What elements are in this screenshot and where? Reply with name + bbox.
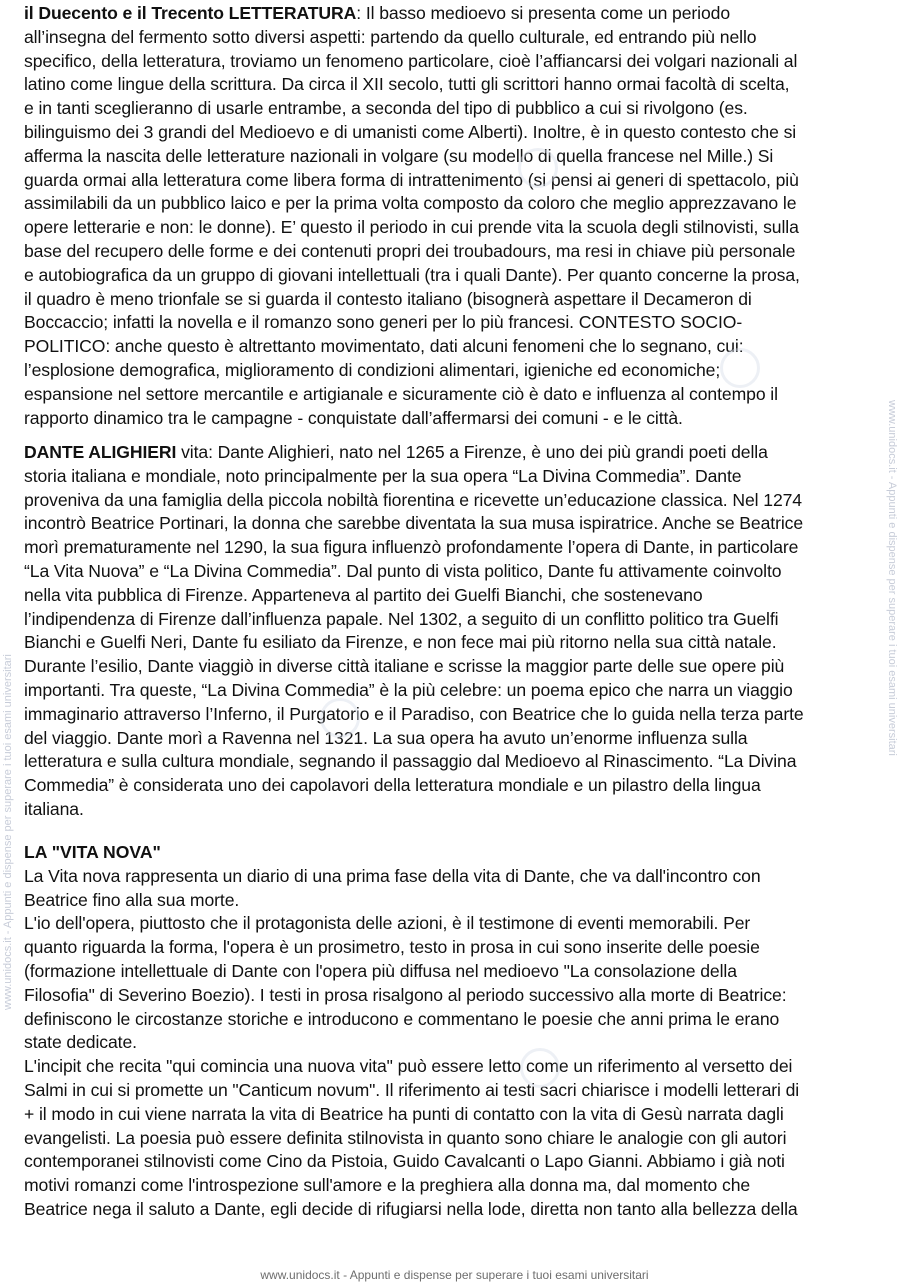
line-text: Beatrice fino alla sua morte. (24, 889, 240, 910)
text-line (24, 512, 804, 536)
line-text: Filosofia" di Severino Boezio). I testi in prosa risalgono al periodo successivo alla morte di Beatrice: (24, 984, 787, 1005)
watermark-logo (320, 698, 360, 738)
text-line (24, 750, 804, 774)
line-text: La Vita nova rappresenta un diario di una prima fase della vita di Dante, che va dall'incontro con (24, 865, 761, 886)
line-text: vita: Dante Alighieri, nato nel 1265 a Firenze, è uno dei più grandi poeti della (176, 442, 768, 462)
line-text: immaginario attraverso l’Inferno, il Purgatorio e il Paradiso, con Beatrice che lo guida nella terza parte (24, 703, 804, 724)
line-text: proveniva da una famiglia della piccola nobiltà fiorentina e ricevette un’educazione classica. Nel 1274 (24, 489, 802, 510)
text-line (24, 2, 800, 26)
line-text: incontrò Beatrice Portinari, la donna che sarebbe diventata la sua musa ispiratrice. Anche se Beatrice (24, 513, 804, 534)
line-text: importanti. Tra queste, “La Divina Commedia” è la più celebre: un poema epico che narra un viaggio (24, 679, 793, 700)
text-line (24, 703, 804, 727)
line-text: e autobiografica da un gruppo di giovani intellettuali (tra i quali Dante). Per quanto concerne la prosa, (24, 264, 800, 285)
line-text: espansione nel settore mercantile e artigianale e sicuramente ciò è dato e influenza al contempo il (24, 383, 778, 404)
line-text: L'io dell'opera, piuttosto che il protagonista delle azioni, è il testimone di eventi memorabili. Per (24, 913, 751, 934)
line-text: del viaggio. Dante morì a Ravenna nel 1321. La sua opera ha avuto un’enorme influenza sulla (24, 727, 748, 748)
line-text: contemporanei stilnovisti come Cino da Pistoia, Guido Cavalcanti o Lapo Gianni. Abbiamo i già noti (24, 1151, 785, 1172)
line-text: Boccaccio; infatti la novella e il romanzo sono generi per lo più francesi. CONTESTO SOCIO- (24, 312, 743, 333)
line-text: POLITICO: anche questo è altrettanto movimentato, dati alcuni fenomeni che lo segnano, cui: (24, 336, 744, 357)
text-line (24, 584, 804, 608)
text-line (24, 936, 799, 960)
section-letteratura (24, 2, 800, 430)
text-line (24, 774, 804, 798)
section-vita-nova (24, 841, 799, 1222)
line-text: latino come lingue della scrittura. Da circa il XII secolo, tutti gli scrittori hanno ormai facoltà di scelta, (24, 74, 790, 95)
text-line (24, 145, 800, 169)
line-text: rapporto dinamico tra le campagne - conquistate dall’affermarsi dei comuni - e le città. (24, 407, 683, 428)
line-text: Bianchi e Guelfi Neri, Dante fu esiliato da Firenze, e non fece mai più ritorno nella sua città natale. (24, 632, 777, 653)
line-text: all’insegna del fermento sotto diversi aspetti: partendo da quello culturale, ed entrando più nello (24, 26, 757, 47)
text-line (24, 335, 800, 359)
line-text: L'incipit che recita "qui comincia una nuova vita" può essere letto come un riferimento al versetto dei (24, 1056, 793, 1077)
text-line (24, 1055, 799, 1079)
vita-nova-heading: LA "VITA NOVA" (24, 842, 161, 862)
side-watermark-left: www.unidocs.it - Appunti e dispense per superare i tuoi esami universitari (2, 654, 14, 1010)
inline-heading: il Duecento e il Trecento LETTERATURA (24, 3, 357, 23)
text-line (24, 97, 800, 121)
line-text: + il modo in cui viene narrata la vita di Beatrice ha punti di contatto con la vita di Gesù narrata dagli (24, 1103, 784, 1124)
line-text: letteratura e sulla cultura mondiale, segnando il passaggio dal Medioevo al Rinascimento. “La Divina (24, 751, 797, 772)
text-line (24, 240, 800, 264)
text-line (24, 1031, 799, 1055)
line-text: il quadro è meno trionfale se si guarda il contesto italiano (bisognerà aspettare il Decameron di (24, 288, 752, 309)
text-line (24, 121, 800, 145)
line-text: italiana. (24, 798, 84, 819)
text-line (24, 1127, 799, 1151)
text-line (24, 984, 799, 1008)
text-line (24, 489, 804, 513)
text-line (24, 1103, 799, 1127)
text-line (24, 407, 800, 431)
text-line (24, 169, 800, 193)
text-line (24, 727, 804, 751)
text-line (24, 441, 804, 465)
text-line (24, 383, 800, 407)
footer-watermark-link[interactable]: www.unidocs.it - Appunti e dispense per superare i tuoi esami universitari (260, 1268, 649, 1282)
line-text: afferma la nascita delle letterature nazionali in volgare (su modello di quella francese nel Mille.) Si (24, 145, 774, 166)
inline-heading: DANTE ALIGHIERI (24, 442, 177, 462)
text-line (24, 631, 804, 655)
text-line (24, 359, 800, 383)
text-line (24, 1174, 799, 1198)
line-text: assimilabili da un pubblico laico e per la prima volta composto da coloro che meglio apprezzavano le (24, 193, 797, 214)
section-dante (24, 441, 804, 822)
text-line (24, 26, 800, 50)
line-text: : Il basso medioevo si presenta come un periodo (356, 3, 731, 23)
line-text: “La Vita Nuova” e “La Divina Commedia”. Dal punto di vista politico, Dante fu attivamente coinvolto (24, 560, 782, 581)
line-text: opere letterarie e non: le donne). E’ questo il periodo in cui prende vita la scuola degli stilnovisti, sulla (24, 217, 799, 238)
line-text: guarda ormai alla letteratura come libera forma di intrattenimento (si pensi ai generi di spettacolo, più (24, 169, 799, 190)
line-text: Beatrice nega il saluto a Dante, egli decide di rifugiarsi nella lode, diretta non tanto alla bellezza della (24, 1198, 798, 1219)
line-text: Salmi in cui si promette un "Canticum novum". Il riferimento ai testi sacri chiarisce i modelli letterari di (24, 1079, 800, 1100)
text-line (24, 216, 800, 240)
side-watermark-right: www.unidocs.it - Appunti e dispense per superare i tuoi esami universitari (886, 400, 898, 756)
text-line (24, 1079, 799, 1103)
text-line (24, 798, 804, 822)
text-line (24, 192, 800, 216)
text-line (24, 889, 799, 913)
text-line (24, 1008, 799, 1032)
line-text: l’esplosione demografica, miglioramento di condizioni alimentari, igieniche ed economiche; (24, 359, 721, 380)
watermark-logo (520, 1048, 560, 1088)
text-line (24, 1150, 799, 1174)
line-text: l’indipendenza di Firenze dall’influenza papale. Nel 1302, a seguito di un conflitto politico tra Guelfi (24, 608, 779, 629)
text-line (24, 679, 804, 703)
line-text: bilinguismo dei 3 grandi del Medioevo e di umanisti come Alberti). Inoltre, è in questo contesto che si (24, 121, 797, 142)
line-text: storia italiana e mondiale, noto principalmente per la sua opera “La Divina Commedia”. Dante (24, 465, 742, 486)
line-text: Commedia” è considerata uno dei capolavori della letteratura mondiale e un pilastro della lingua (24, 775, 761, 796)
line-text: e in tanti sceglieranno di usarle entrambe, a seconda del tipo di pubblico a cui si rivolgono (es. (24, 98, 748, 119)
text-line (24, 655, 804, 679)
text-line (24, 536, 804, 560)
line-text: evangelisti. La poesia può essere definita stilnovista in quanto sono chiare le analogie con gli autori (24, 1127, 787, 1148)
line-text: nella vita pubblica di Firenze. Apparteneva al partito dei Guelfi Bianchi, che sostenevano (24, 584, 703, 605)
line-text: definiscono le circostanze storiche e introducono e commentano le poesie che anni prima le erano (24, 1008, 780, 1029)
text-line (24, 50, 800, 74)
line-text: base del recupero delle forme e dei contenuti propri dei troubadours, ma resi in chiave più personale (24, 240, 796, 261)
text-line (24, 960, 799, 984)
text-line (24, 465, 804, 489)
line-text: (formazione intellettuale di Dante con l'opera più diffusa nel medioevo "La consolazione della (24, 960, 737, 981)
text-line (24, 264, 800, 288)
text-line (24, 73, 800, 97)
text-line (24, 1198, 799, 1222)
vita-nova-body (24, 865, 799, 1222)
text-line (24, 288, 800, 312)
text-line (24, 865, 799, 889)
text-line (24, 311, 800, 335)
line-text: Durante l’esilio, Dante viaggiò in diverse città italiane e scrisse la maggior parte delle sue opere più (24, 656, 785, 677)
line-text: specifico, della letteratura, troviamo un fenomeno particolare, cioè l’affiancarsi dei volgari nazionali al (24, 50, 798, 71)
line-text: state dedicate. (24, 1032, 137, 1053)
watermark-logo (720, 348, 760, 388)
line-text: morì prematuramente nel 1290, la sua figura influenzò profondamente l’opera di Dante, in particolare (24, 537, 799, 558)
text-line (24, 912, 799, 936)
watermark-logo (518, 148, 558, 188)
text-line (24, 560, 804, 584)
line-text: motivi romanzi come l'introspezione sull'amore e la preghiera alla donna ma, dal momento che (24, 1175, 751, 1196)
text-line (24, 608, 804, 632)
line-text: quanto riguarda la forma, l'opera è un prosimetro, testo in prosa in cui sono inserite delle poesie (24, 937, 760, 958)
